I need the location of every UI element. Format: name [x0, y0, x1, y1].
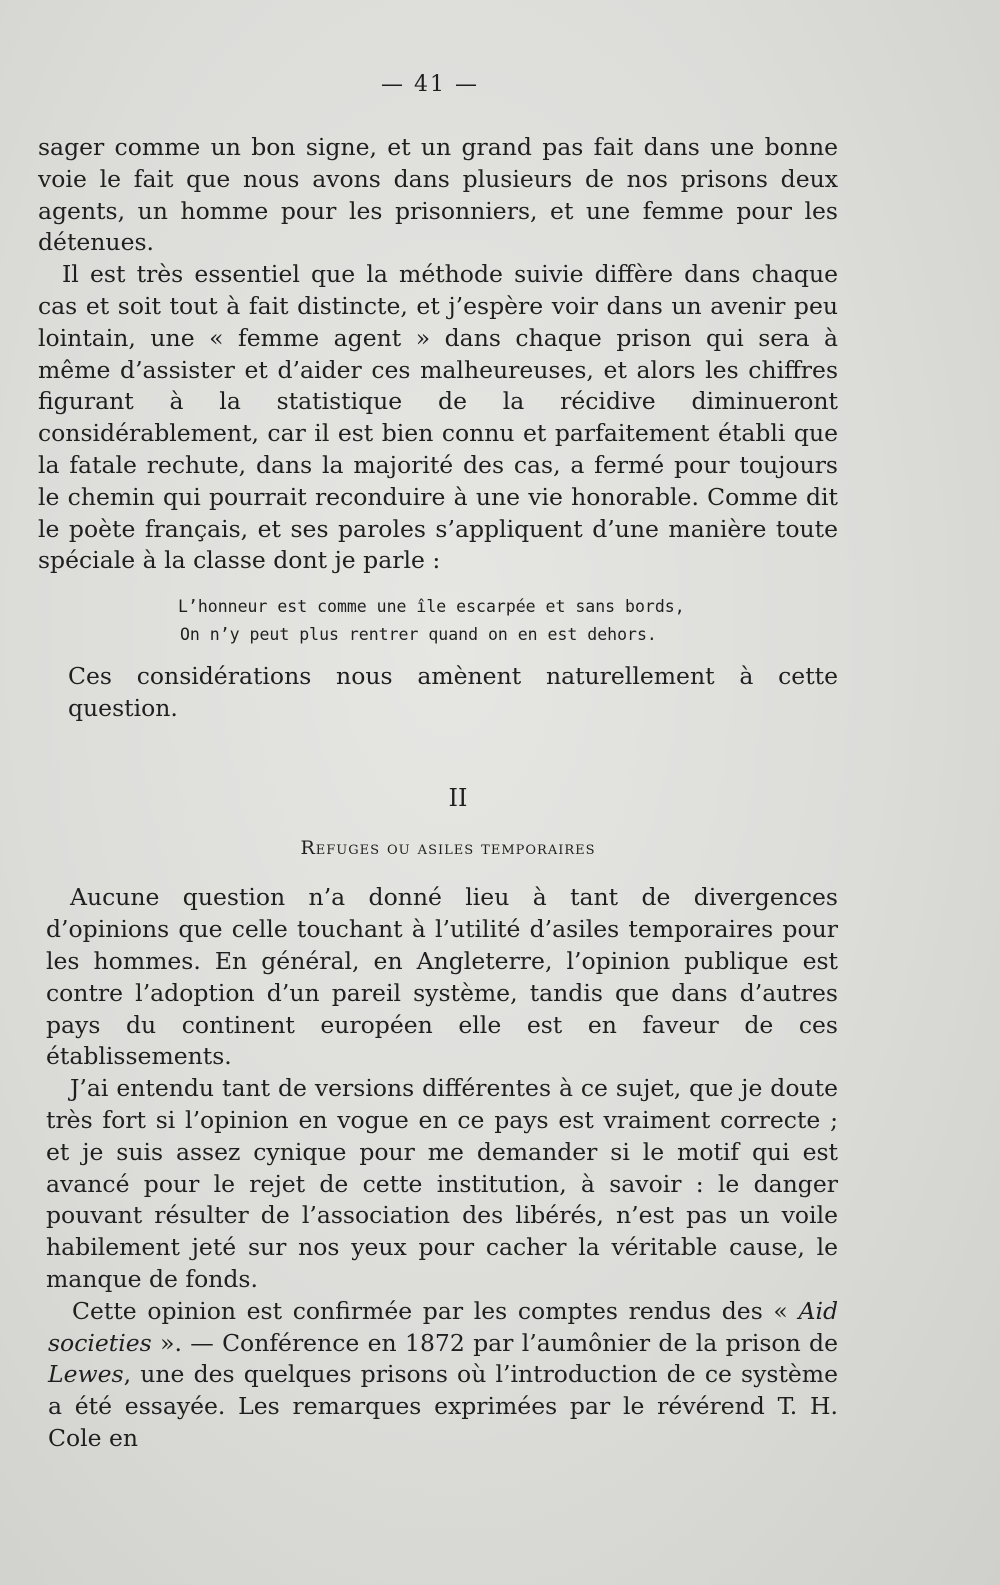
text-fragment: Cette opinion est confirmée par les comptes rendus des « — [72, 1296, 799, 1325]
paragraph-femme-agent: Il est très essentiel que la méthode suivie diffère dans chaque cas et soit tout à fait distincte, et j’espère voir dans un avenir peu lointain, une « femme agent » dans chaque prison qui sera à même d’assister et d’aider ces malheureuses, et alors les chiffres figurant à la statistique de la récidive diminueront considérablement, car il est bien connu et parfaitement établi que la fatale rechute, dans la majorité des cas, a fermé pour toujours le chemin qui pourrait reconduire à une vie honorable. Comme dit le poète français, et ses paroles s’appliquent d’une manière toute spéciale à la classe dont je parle : — [38, 260, 838, 575]
section-title: Refuges ou asiles temporaires — [300, 836, 596, 859]
paragraph-continued: sager comme un bon signe, et un grand pas fait dans une bonne voie le fait que nous avons dans plusieurs de nos prisons deux agents, un homme pour les prisonniers, et une femme pour les détenues. — [38, 133, 838, 257]
text-fragment: ». — Conférence en 1872 par l’aumônier de la prison de — [151, 1328, 838, 1357]
verse-line: L’honneur est comme une île escarpée et sans bords, — [178, 597, 685, 617]
italic-aid-societies: Aid societies — [48, 1296, 838, 1357]
page-number: — 41 — — [381, 72, 479, 97]
paragraph-transition: Ces considérations nous amènent naturellement à cette question. — [68, 662, 838, 722]
paragraph-asiles: Aucune question n’a donné lieu à tant de divergences d’opinions que celle touchant à l’utilité d’asiles temporaires pour les hommes. En général, en Angleterre, l’opinion publique est contre l’adoption d’un pareil système, tandis que dans d’autres pays du continent européen elle est en faveur de ces établissements. — [46, 883, 838, 1071]
section-number: II — [448, 783, 468, 812]
page-body — [38, 132, 838, 1455]
text-fragment: , une des quelques prisons où l’introduction de ce système a été essayée. Les remarques exprimées par le révérend T. H. Cole en — [48, 1360, 838, 1452]
italic-lewes: Lewes — [48, 1360, 124, 1389]
paragraph-opinion: J’ai entendu tant de versions différentes à ce sujet, que je doute très fort si l’opinion en vogue en ce pays est vraiment correcte ; et je suis assez cynique pour me demander si le motif qui est avancé pour le rejet de cette institution, à savoir : le danger pouvant résulter de l’association des libérés, n’est pas un voile habilement jeté sur nos yeux pour cacher la véritable cause, le manque de fonds. — [46, 1074, 838, 1293]
verse-line: On n’y peut plus rentrer quand on en est dehors. — [180, 625, 657, 645]
paragraph-aid-societies — [38, 1296, 838, 1455]
verse-quotation — [178, 593, 838, 649]
